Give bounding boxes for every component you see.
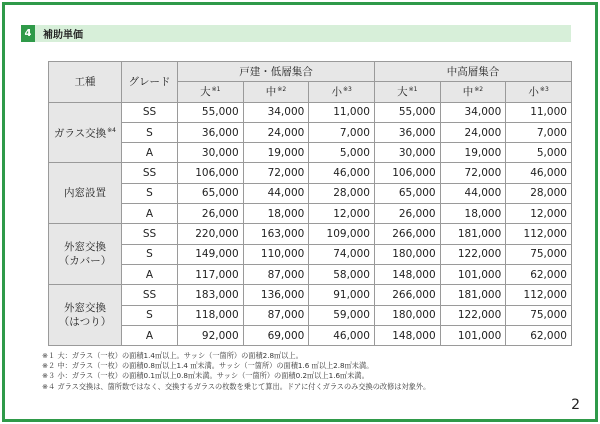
price-cell: 72,000: [440, 163, 506, 183]
price-cell: 110,000: [243, 244, 309, 264]
header-size: [506, 82, 572, 102]
price-cell: 266,000: [374, 224, 440, 244]
work-type-note: ※4: [107, 127, 117, 135]
price-cell: 19,000: [440, 143, 506, 163]
grade-cell: SS: [122, 285, 178, 305]
price-cell: 30,000: [178, 143, 244, 163]
grade-cell: S: [122, 244, 178, 264]
price-cell: 122,000: [440, 244, 506, 264]
price-cell: 75,000: [506, 305, 572, 325]
work-type-name: 外窓交換: [64, 302, 106, 315]
table-row: [49, 183, 572, 203]
price-cell: 18,000: [440, 204, 506, 224]
price-cell: 117,000: [178, 264, 244, 284]
price-cell: 12,000: [506, 204, 572, 224]
price-cell: 87,000: [243, 264, 309, 284]
price-cell: 5,000: [309, 143, 375, 163]
table-row: [49, 264, 572, 284]
grade-cell: SS: [122, 102, 178, 122]
price-cell: 62,000: [506, 325, 572, 345]
grade-cell: A: [122, 325, 178, 345]
price-cell: 149,000: [178, 244, 244, 264]
grade-cell: A: [122, 204, 178, 224]
price-cell: 148,000: [374, 325, 440, 345]
grade-cell: A: [122, 143, 178, 163]
header-group-detached: 戸建・低層集合: [178, 62, 375, 82]
size-note: ※1: [211, 85, 221, 93]
price-cell: 148,000: [374, 264, 440, 284]
price-cell: 44,000: [243, 183, 309, 203]
price-cell: 92,000: [178, 325, 244, 345]
grade-cell: SS: [122, 224, 178, 244]
price-cell: 74,000: [309, 244, 375, 264]
footnote: ※２ 中：ガラス（一枚）の面積0.8㎡以上1.4 ㎡未満。サッシ（一箇所）の面積1.6 ㎡以上2.8㎡未満。: [42, 361, 374, 371]
price-cell: 163,000: [243, 224, 309, 244]
size-label: 小: [331, 86, 342, 99]
price-cell: 24,000: [440, 122, 506, 142]
price-cell: 72,000: [243, 163, 309, 183]
table-row: [49, 143, 572, 163]
header-size: [309, 82, 375, 102]
price-cell: 106,000: [374, 163, 440, 183]
price-cell: 44,000: [440, 183, 506, 203]
price-cell: 112,000: [506, 285, 572, 305]
table-row: [49, 305, 572, 325]
table-row: [49, 224, 572, 244]
header-work-type: 工種: [49, 62, 122, 103]
work-type-cell: [49, 285, 122, 346]
size-note: ※3: [539, 85, 549, 93]
table-row: [49, 122, 572, 142]
table-row: [49, 204, 572, 224]
price-cell: 181,000: [440, 285, 506, 305]
size-label: 大: [397, 86, 408, 99]
price-cell: 87,000: [243, 305, 309, 325]
grade-cell: A: [122, 264, 178, 284]
footnote: ※４ ガラス交換は、箇所数ではなく、交換するガラスの枚数を乗じて算出。ドアに付くガラスのみ交換の改修は対象外。: [42, 381, 431, 391]
footnote: ※３ 小：ガラス（一枚）の面積0.1㎡以上0.8㎡未満。サッシ（一箇所）の面積0.2㎡以上1.6㎡未満。: [42, 371, 369, 381]
price-cell: 112,000: [506, 224, 572, 244]
table-row: [49, 244, 572, 264]
price-cell: 65,000: [178, 183, 244, 203]
price-cell: 7,000: [309, 122, 375, 142]
header-grade: グレード: [122, 62, 178, 103]
footnote: ※１ 大：ガラス（一枚）の面積1.4㎡以上。サッシ（一箇所）の面積2.8㎡以上。: [42, 351, 303, 360]
work-type-name: ガラス交換: [53, 127, 107, 140]
price-cell: 122,000: [440, 305, 506, 325]
price-cell: 11,000: [506, 102, 572, 122]
grade-cell: SS: [122, 163, 178, 183]
table-row: [49, 285, 572, 305]
header-size: [440, 82, 506, 102]
price-cell: 46,000: [309, 163, 375, 183]
price-cell: 91,000: [309, 285, 375, 305]
price-cell: 101,000: [440, 264, 506, 284]
price-cell: 30,000: [374, 143, 440, 163]
work-type-cell: [49, 224, 122, 285]
subsidy-price-table: [48, 61, 572, 346]
size-note: ※1: [408, 85, 418, 93]
price-cell: 55,000: [178, 102, 244, 122]
price-cell: 28,000: [309, 183, 375, 203]
size-note: ※2: [474, 85, 484, 93]
price-cell: 34,000: [243, 102, 309, 122]
table-row: [49, 325, 572, 345]
header-size: [243, 82, 309, 102]
price-cell: 36,000: [374, 122, 440, 142]
grade-cell: S: [122, 183, 178, 203]
price-cell: 266,000: [374, 285, 440, 305]
price-cell: 181,000: [440, 224, 506, 244]
price-cell: 118,000: [178, 305, 244, 325]
price-cell: 106,000: [178, 163, 244, 183]
size-label: 小: [528, 86, 539, 99]
price-cell: 220,000: [178, 224, 244, 244]
price-cell: 69,000: [243, 325, 309, 345]
size-note: ※3: [342, 85, 352, 93]
price-cell: 18,000: [243, 204, 309, 224]
price-cell: 11,000: [309, 102, 375, 122]
price-cell: 34,000: [440, 102, 506, 122]
price-cell: 183,000: [178, 285, 244, 305]
size-label: 中: [462, 86, 474, 99]
price-cell: 109,000: [309, 224, 375, 244]
size-label: 大: [200, 86, 211, 99]
price-cell: 19,000: [243, 143, 309, 163]
footnotes: [42, 351, 430, 392]
grade-cell: S: [122, 122, 178, 142]
size-label: 中: [265, 86, 277, 99]
section-header: [21, 25, 571, 42]
price-cell: 24,000: [243, 122, 309, 142]
table-row: [49, 163, 572, 183]
price-cell: 28,000: [506, 183, 572, 203]
work-type-cell: [49, 102, 122, 163]
price-cell: 65,000: [374, 183, 440, 203]
section-title: 補助単価: [43, 30, 83, 41]
header-size: [178, 82, 244, 102]
size-note: ※2: [277, 85, 287, 93]
price-cell: 5,000: [506, 143, 572, 163]
grade-cell: S: [122, 305, 178, 325]
price-cell: 12,000: [309, 204, 375, 224]
price-cell: 46,000: [506, 163, 572, 183]
work-type-name: 外窓交換: [64, 241, 106, 254]
header-group-midrise: 中高層集合: [374, 62, 571, 82]
price-cell: 59,000: [309, 305, 375, 325]
price-cell: 46,000: [309, 325, 375, 345]
work-type-name: 内窓設置: [64, 187, 106, 200]
work-type-subname: （はつり）: [58, 316, 112, 329]
price-cell: 26,000: [178, 204, 244, 224]
price-cell: 180,000: [374, 244, 440, 264]
page-number: 2: [571, 397, 580, 413]
price-cell: 55,000: [374, 102, 440, 122]
table-row: [49, 102, 572, 122]
price-cell: 101,000: [440, 325, 506, 345]
work-type-subname: （カバー）: [58, 255, 112, 268]
price-cell: 7,000: [506, 122, 572, 142]
price-cell: 58,000: [309, 264, 375, 284]
price-cell: 62,000: [506, 264, 572, 284]
price-cell: 36,000: [178, 122, 244, 142]
price-cell: 136,000: [243, 285, 309, 305]
section-number: 4: [21, 25, 35, 42]
price-cell: 75,000: [506, 244, 572, 264]
header-size: [374, 82, 440, 102]
price-cell: 26,000: [374, 204, 440, 224]
price-cell: 180,000: [374, 305, 440, 325]
work-type-cell: [49, 163, 122, 224]
